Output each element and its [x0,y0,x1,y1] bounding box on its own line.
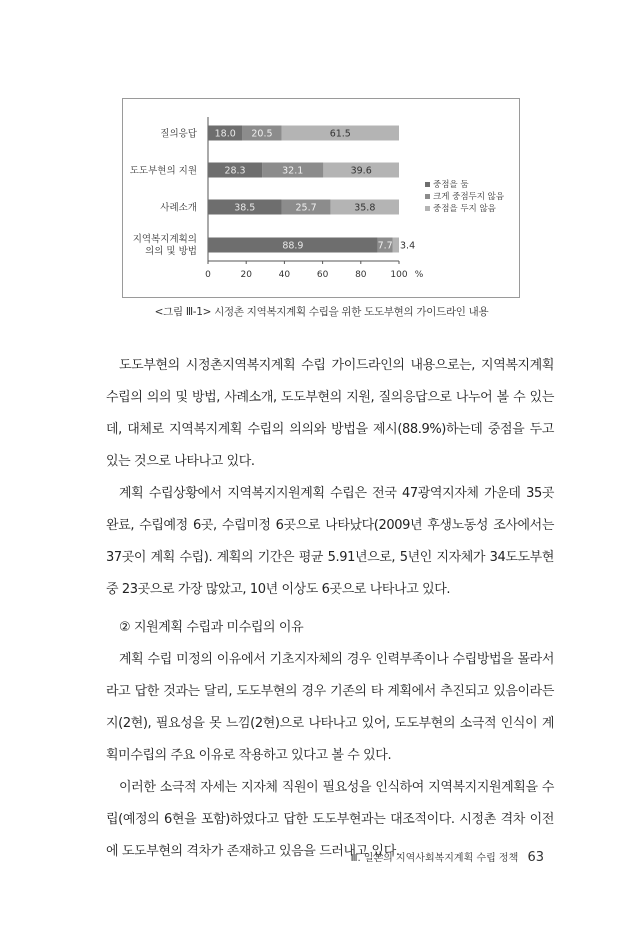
x-tick-label-20: 20 [240,270,252,280]
legend-swatch [425,206,430,211]
x-tick-label-60: 60 [316,270,329,280]
page-footer [330,849,544,865]
data-label: 25.7 [295,202,317,214]
data-label: 61.5 [329,128,351,140]
data-label: 18.0 [214,128,236,140]
data-label: 88.9 [282,240,304,252]
paragraph-3: 계획 수립 미정의 이유에서 기초지자체의 경우 인력부족이나 수립방법을 몰라서라고 답한 것과는 달리, 도도부현의 경우 기존의 타 계획에서 추진되고 있음이라든지(2현), 필요성을 못 느낌(2현)으로 나타나고 있어, 도도부현의 소극적 인식이 계획미수립의 주요 이유로 작용하고 있다고 볼 수 있다. [106,652,554,763]
category-label: 도도부현의 지원 [129,165,197,177]
bar-segment [393,238,399,253]
paragraph-4: 이러한 소극적 자세는 지자체 직원이 필요성을 인식하여 지역복지지원계획을 수립(예정의 6현을 포함)하였다고 답한 도도부현과는 대조적이다. 시정촌 격차 이전에 도도부현의 격차가 존재하고 있음을 드러내고 있다. [106,780,554,859]
legend-swatch [425,182,430,187]
chart-container [122,98,520,298]
x-tick-label-100: 100 [390,270,408,280]
legend-entry: 중점을 둠 [433,180,469,190]
data-label: 3.4 [400,240,416,252]
data-label: 28.3 [224,165,246,177]
section-heading: ② 지원계획 수립과 미수립의 이유 [119,620,304,635]
x-unit-label: % [414,270,424,280]
data-label: 38.5 [234,202,256,214]
legend-swatch [425,194,430,199]
x-tick-label-80: 80 [355,270,367,280]
page-number: 63 [527,850,544,865]
figure-caption: <그림 Ⅲ-1> 시정촌 지역복지계획 수립을 위한 도도부현의 가이드라인 내용 [154,306,489,318]
paragraph-1: 도도부현의 시정촌지역복지계획 수립 가이드라인의 내용으로는, 지역복지계획 수립의 의의 및 방법, 사례소개, 도도부현의 지원, 질의응답으로 나누어 볼 수 있는데, 대체로 지역복지계획 수립의 의의와 방법을 제시(88.9%)하는데 중점을 두고 있는 것으로 나타나고 있다. [106,358,554,469]
category-label: 지역복지계획의 의의 및 방법 [132,234,197,257]
body-text [106,350,554,868]
x-tick-label-40: 40 [278,270,291,280]
category-label: 사례소개 [160,202,197,214]
data-label: 20.5 [251,128,273,140]
data-label: 39.6 [350,165,372,177]
footer-section-title: Ⅲ. 일본의 지역사회복지계획 수립 정책 [350,853,519,864]
x-tick-label-0: 0 [205,270,211,280]
data-label: 7.7 [377,240,393,252]
legend-entry: 크게 중점두지 않음 [433,192,505,202]
stacked-bar-chart [123,99,519,297]
data-label: 35.8 [354,202,376,214]
legend-entry: 중점을 두지 않음 [433,204,496,214]
data-label: 32.1 [282,165,304,177]
paragraph-2: 계획 수립상황에서 지역복지지원계획 수립은 전국 47광역지자체 가운데 35곳 완료, 수립예정 6곳, 수립미정 6곳으로 나타났다(2009년 후생노동성 조사에서는 37곳이 계획 수립). 계획의 기간은 평균 5.91년으로, 5년인 지자체가 34도도부현 중 23곳으로 가장 많았고, 10년 이상도 6곳으로 나타나고 있다. [106,486,554,597]
category-label: 질의응답 [160,128,197,140]
